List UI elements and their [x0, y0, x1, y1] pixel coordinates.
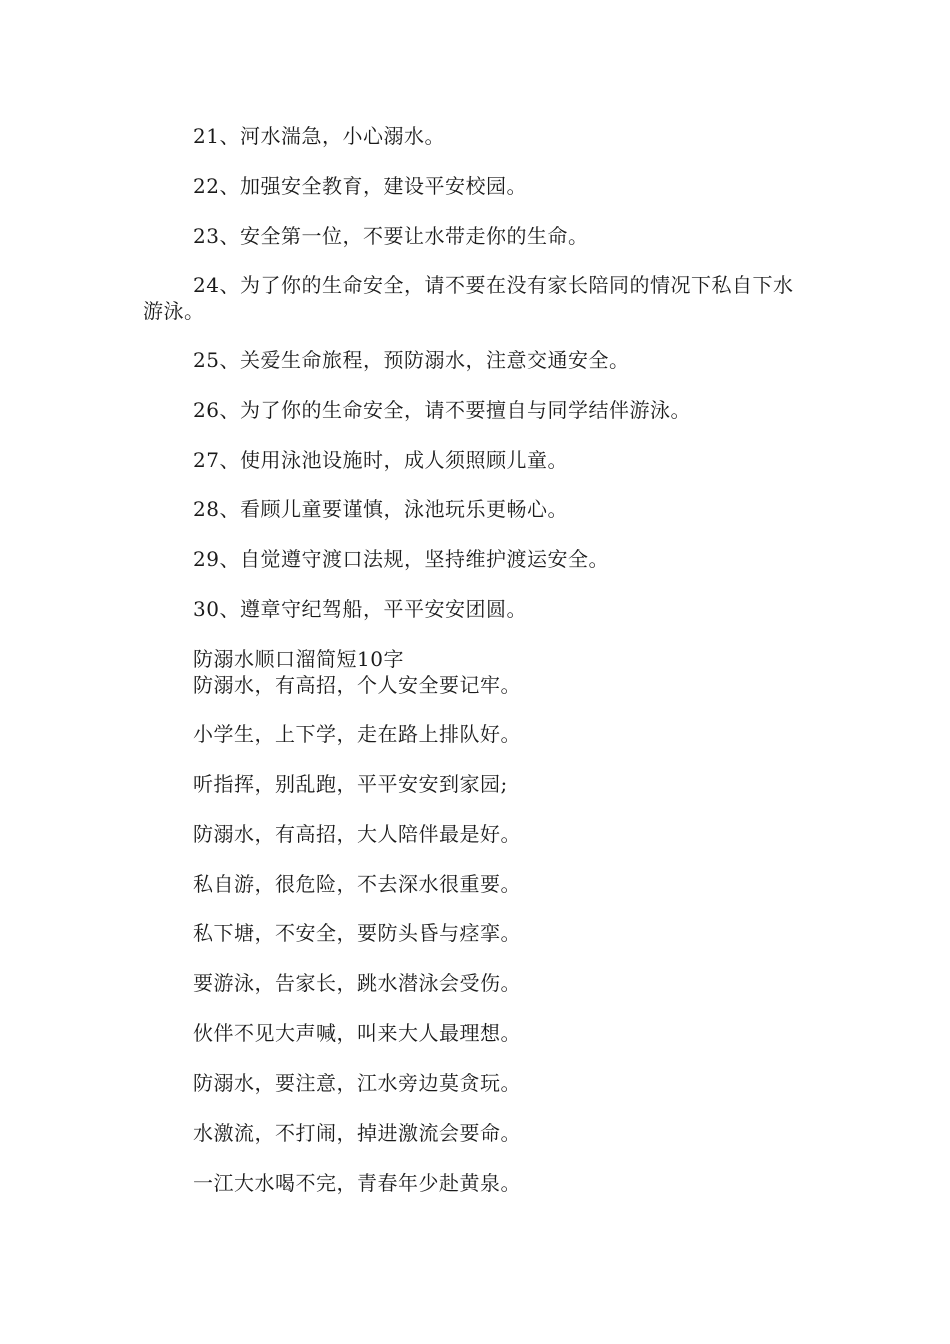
rhyme-line: 听指挥，别乱跑，平平安安到家园;: [193, 772, 508, 796]
slogan-22: 22、加强安全教育，建设平安校园。: [193, 174, 527, 198]
rhyme-line: 水激流，不打闹，掉进激流会要命。: [193, 1121, 521, 1145]
rhyme-line: 防溺水，要注意，江水旁边莫贪玩。: [193, 1071, 521, 1095]
slogan-24: 24、为了你的生命安全，请不要在没有家长陪同的情况下私自下水游泳。: [143, 273, 794, 323]
rhyme-line: 一江大水喝不完，青春年少赴黄泉。: [193, 1171, 521, 1195]
rhyme-line: 私下塘，不安全，要防头昏与痉挛。: [193, 921, 521, 945]
rhyme-line: 私自游，很危险，不去深水很重要。: [193, 872, 521, 896]
slogan-27: 27、使用泳池设施时，成人须照顾儿童。: [193, 448, 568, 472]
rhyme-line: 防溺水，有高招，个人安全要记牢。: [193, 673, 521, 697]
rhyme-line: 伙伴不见大声喊，叫来大人最理想。: [193, 1021, 521, 1045]
slogan-30: 30、遵章守纪驾船，平平安安团圆。: [193, 597, 527, 621]
slogan-28: 28、看顾儿童要谨慎，泳池玩乐更畅心。: [193, 497, 568, 521]
slogan-23: 23、安全第一位，不要让水带走你的生命。: [193, 224, 589, 248]
slogan-26: 26、为了你的生命安全，请不要擅自与同学结伴游泳。: [193, 398, 691, 422]
section-title: 防溺水顺口溜简短10字: [193, 647, 404, 671]
rhyme-line: 防溺水，有高招，大人陪伴最是好。: [193, 822, 521, 846]
slogan-21: 21、河水湍急，小心溺水。: [193, 124, 445, 148]
slogan-29: 29、自觉遵守渡口法规，坚持维护渡运安全。: [193, 547, 609, 571]
slogan-25: 25、关爱生命旅程，预防溺水，注意交通安全。: [193, 348, 630, 372]
rhyme-line: 要游泳，告家长，跳水潜泳会受伤。: [193, 971, 521, 995]
rhyme-line: 小学生，上下学，走在路上排队好。: [193, 722, 521, 746]
